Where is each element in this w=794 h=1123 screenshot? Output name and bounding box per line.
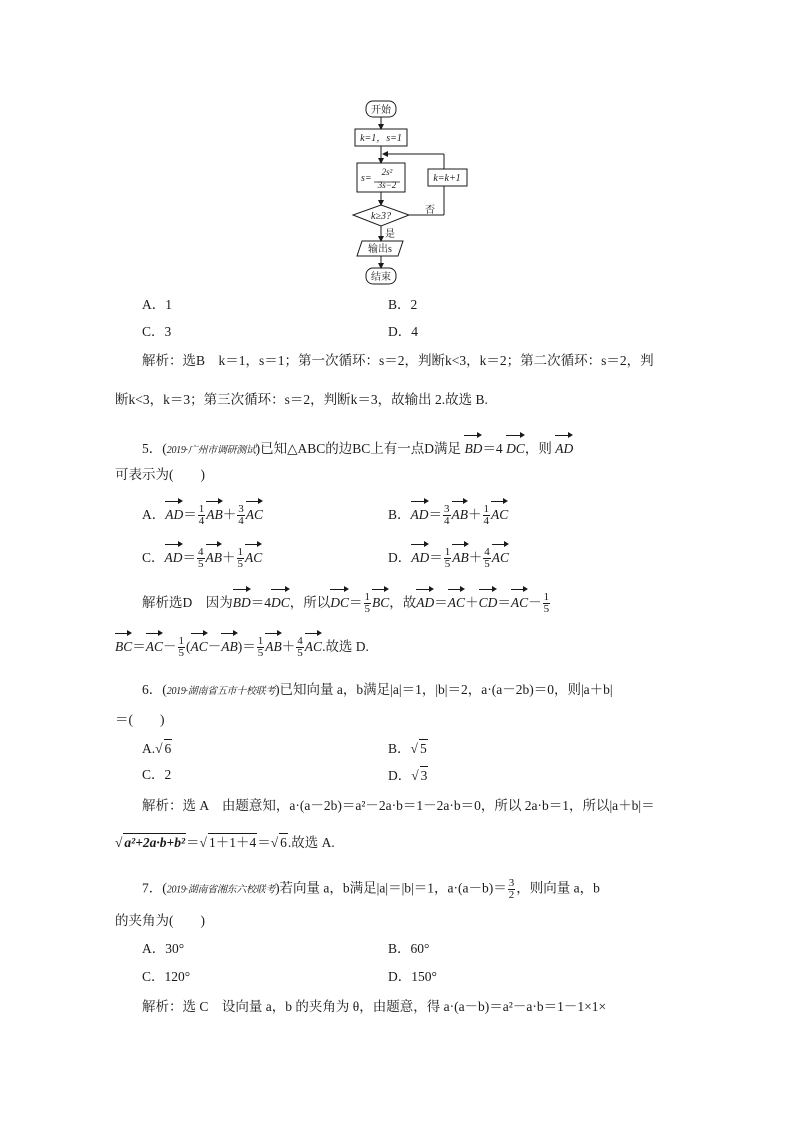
q5-solution-line2: BC＝AC－ $\frac{1}{5}$ (AC－AB)＝ $\frac{1}{5}$ AB＋ $\frac{4}{5}$ AC.故选 D. bbox=[115, 632, 369, 659]
q7-option-b[interactable]: B．60° bbox=[388, 941, 430, 956]
flow-condition-text: k≥3? bbox=[371, 211, 391, 222]
q6-option-a[interactable]: A.√ 6 bbox=[142, 741, 172, 756]
q5-stem-line2: 可表示为( ) bbox=[115, 467, 205, 482]
q5-option-d[interactable]: D．AD＝ $\frac{1}{5}$ AB＋ $\frac{4}{5}$ AC bbox=[388, 543, 509, 570]
q6-option-d[interactable]: D．√ 3 bbox=[388, 768, 428, 783]
flow-start-text: 开始 bbox=[371, 105, 391, 116]
q4-solution-line2: 断k<3，k＝3；第三次循环：s＝2，判断k＝3，故输出 2.故选 B. bbox=[115, 392, 488, 407]
q7-option-d[interactable]: D．150° bbox=[388, 969, 437, 984]
q5-option-b[interactable]: B．AD＝ $\frac{3}{4}$ AB＋ $\frac{1}{4}$ AC bbox=[388, 500, 508, 527]
q7-option-a[interactable]: A．30° bbox=[142, 941, 185, 956]
flow-formula-num: 2s² bbox=[381, 167, 393, 177]
q4-option-b[interactable]: B．2 bbox=[388, 297, 418, 312]
q5-stem-line1: 5．(2019·广州市调研测试)已知△ABC的边BC上有一点D满足 BD＝4 DC，则 AD bbox=[142, 434, 573, 460]
q6-option-b[interactable]: B．√ 5 bbox=[388, 741, 427, 756]
q7-option-c[interactable]: C．120° bbox=[142, 969, 191, 984]
flow-output-text: 输出s bbox=[368, 244, 392, 255]
flowchart bbox=[0, 0, 794, 290]
q4-solution-line1: 解析：选B k＝1，s＝1；第一次循环：s＝2，判断k<3，k＝2；第二次循环：s＝2，判 bbox=[142, 353, 654, 368]
q6-stem-line1: 6．(2019·湖南省五市十校联考)已知向量 a，b满足|a|＝1，|b|＝2，a·(a－2b)＝0，则|a＋b| bbox=[142, 682, 613, 697]
q5-source: 2019·广州市调研测试 bbox=[166, 445, 256, 456]
q6-source: 2019·湖南省五市十校联考 bbox=[166, 686, 276, 697]
q6-solution-line1: 解析：选 A 由题意知，a·(a－2b)＝a²－2a·b＝1－2a·b＝0，所以 2a·b＝1，所以|a＋b|＝ bbox=[142, 798, 655, 813]
flow-no-label: 否 bbox=[425, 205, 435, 216]
q4-option-a[interactable]: A．1 bbox=[142, 297, 172, 312]
q7-solution-line1: 解析：选 C 设向量 a，b 的夹角为 θ，由题意，得 a·(a－b)＝a²－a·b＝1－1×1× bbox=[142, 999, 607, 1014]
flow-yes-label: 是 bbox=[385, 229, 395, 240]
q5-option-a[interactable]: A．AD＝ $\frac{1}{4}$ AB＋ $\frac{3}{4}$ AC bbox=[142, 500, 263, 527]
flow-increment-text: k=k+1 bbox=[433, 173, 461, 184]
flow-init-text: k=1，s=1 bbox=[360, 133, 402, 144]
q7-stem-line1: 7．(2019·湖南省湘东六校联考)若向量 a，b满足|a|＝|b|＝1，a·(a－b)＝ $\frac{3}{2}$ ，则向量 a，b bbox=[142, 877, 600, 901]
q5-solution-line1: 解析选D 因为BD＝4DC，所以DC＝ $\frac{1}{5}$ BC，故AD＝AC＋CD＝AC－ $\frac{1}{5}$ bbox=[142, 588, 551, 615]
q6-option-c[interactable]: C．2 bbox=[142, 767, 172, 782]
q7-source: 2019·湖南省湘东六校联考 bbox=[166, 884, 276, 896]
q5-option-c[interactable]: C．AD＝ $\frac{4}{5}$ AB＋ $\frac{1}{5}$ AC bbox=[142, 543, 262, 570]
q4-option-d[interactable]: D．4 bbox=[388, 324, 418, 339]
q6-stem-line2: ＝( ) bbox=[115, 712, 165, 727]
flow-formula-lhs: s= bbox=[361, 173, 372, 184]
flow-end-text: 结束 bbox=[371, 272, 391, 283]
q7-stem-line2: 的夹角为( ) bbox=[115, 913, 205, 928]
flow-formula-den: 3s−2 bbox=[377, 180, 397, 190]
q4-option-c[interactable]: C．3 bbox=[142, 324, 172, 339]
q6-solution-line2: √ a²+2a·b+b²＝√ 1＋1＋4＝√ 6.故选 A. bbox=[115, 835, 335, 850]
